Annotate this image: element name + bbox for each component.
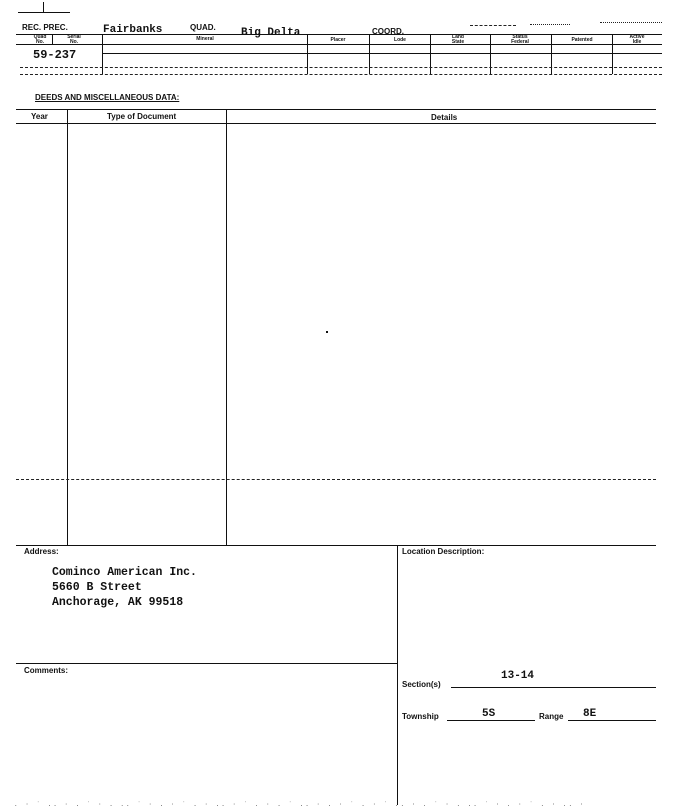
address-line-3: Anchorage, AK 99518	[52, 596, 184, 609]
col-divider-3	[307, 34, 308, 74]
col-divider-2	[102, 34, 103, 74]
address-label: Address:	[24, 547, 59, 556]
col-serial-no: Serial No.	[67, 34, 81, 45]
address-block	[52, 565, 197, 610]
column-header-top-rule	[16, 34, 662, 35]
lower-top-rule	[16, 545, 656, 546]
col-divider-8	[612, 34, 613, 74]
coord-label: COORD.	[372, 27, 404, 36]
deeds-col-type: Type of Document	[107, 112, 177, 121]
lower-center-divider	[397, 545, 398, 805]
top-rule	[18, 12, 70, 13]
col-divider-6	[490, 34, 491, 74]
range-label: Range	[539, 712, 564, 721]
col-land-state: Land State	[451, 34, 465, 45]
header-dash-3	[600, 22, 662, 23]
location-label: Location Description:	[402, 547, 485, 556]
comments-top-rule	[16, 663, 397, 664]
header-dash-1	[470, 25, 516, 26]
section-value: 13-14	[501, 670, 535, 682]
quad-serial-value: 59-237	[33, 48, 77, 62]
deeds-col-year: Year	[31, 112, 48, 121]
col-divider-4	[369, 34, 370, 74]
quad-value: Big Delta	[241, 27, 301, 39]
col-mineral: Mineral	[196, 36, 214, 42]
col-divider-1	[52, 34, 53, 44]
col-patented: Patented	[571, 37, 593, 43]
deeds-header-rule	[16, 123, 656, 124]
scan-noise-bottom: . · ˙ .. · . ˙ · . .. ˙ · . · ˙ . · .. · ˙ . · . ˙ .. · . · ˙ . · ˙ .. · . ˙ · . .. ˙ · . · ˙ . · .. ·	[14, 801, 586, 808]
rec-prec-value: Fairbanks	[103, 24, 163, 36]
rec-prec-label: REC. PREC.	[22, 23, 68, 32]
scan-speck	[326, 331, 328, 333]
header-dash-2	[530, 24, 570, 25]
quad-label: QUAD.	[190, 23, 216, 32]
row-mid-rule	[102, 53, 662, 54]
deeds-dashed-rule	[16, 479, 656, 480]
address-line-2: 5660 B Street	[52, 581, 142, 594]
section-underline	[451, 687, 656, 688]
col-divider-5	[430, 34, 431, 74]
col-active-idle: Active Idle	[629, 34, 645, 45]
deeds-col-details: Details	[431, 113, 458, 122]
corner-mark	[43, 2, 44, 12]
comments-label: Comments:	[24, 666, 69, 675]
row-underline-dashed	[20, 74, 662, 75]
range-underline	[568, 720, 656, 721]
township-label: Township	[402, 712, 439, 721]
row-bottom-dashed-rule	[20, 67, 662, 68]
col-divider-7	[551, 34, 552, 74]
deeds-top-rule	[16, 109, 656, 110]
address-line-1: Cominco American Inc.	[52, 566, 197, 579]
col-quad-no: Quad No.	[33, 34, 47, 45]
col-lode: Lode	[394, 37, 406, 43]
col-placer: Placer	[330, 37, 346, 43]
range-value: 8E	[583, 708, 597, 720]
col-status-federal: Status Federal	[511, 34, 529, 45]
township-value: 5S	[482, 708, 496, 720]
deeds-title: DEEDS AND MISCELLANEOUS DATA:	[35, 93, 180, 102]
township-underline	[447, 720, 535, 721]
section-label: Section(s)	[402, 680, 441, 689]
column-header-bottom-rule	[16, 44, 662, 45]
